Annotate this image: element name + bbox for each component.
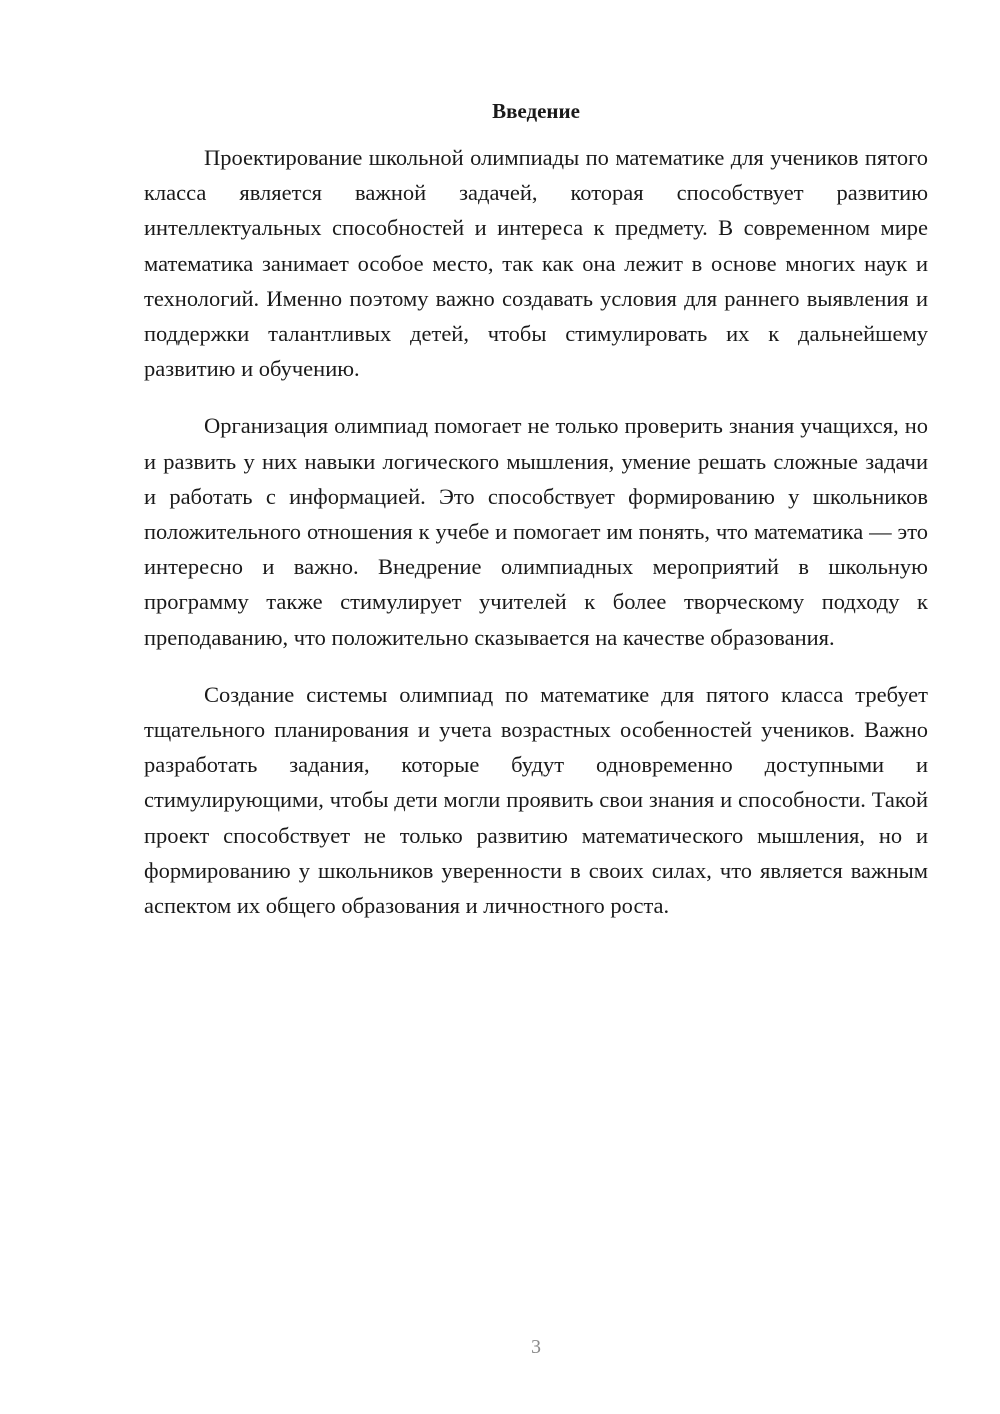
paragraph-3: Создание системы олимпиад по математике для пятого класса требует тщательного планирования и учета возрастных особенностей учеников. Важно разработать задания, которые будут одновременно доступными и стимулирующими, чтобы дети могли проявить свои знания и способности. Такой проект способствует не только развитию математического мышления, но и формированию у школьников уверенности в своих силах, что является важным аспектом их общего образования и личностного роста. [144,681,928,919]
document-body [144,140,928,945]
paragraph-2: Организация олимпиад помогает не только проверить знания учащихся, но и развить у них навыки логического мышления, умение решать сложные задачи и работать с информацией. Это способствует формированию у школьников положительного отношения к учебе и помогает им понять, что математика — это интересно и важно. Внедрение олимпиадных мероприятий в школьную программу также стимулирует учителей к более творческому подходу к преподаванию, что положительно сказывается на качестве образования. [144,413,928,650]
section-heading: Введение [492,99,580,123]
page-number: 3 [531,1336,541,1358]
paragraph-1: Проектирование школьной олимпиады по математике для учеников пятого класса является важной задачей, которая способствует развитию интеллектуальных способностей и интереса к предмету. В современном мире математика занимает особое место, так как она лежит в основе многих наук и технологий. Именно поэтому важно создавать условия для раннего выявления и поддержки талантливых детей, чтобы стимулировать их к дальнейшему развитию и обучению. [144,145,928,382]
